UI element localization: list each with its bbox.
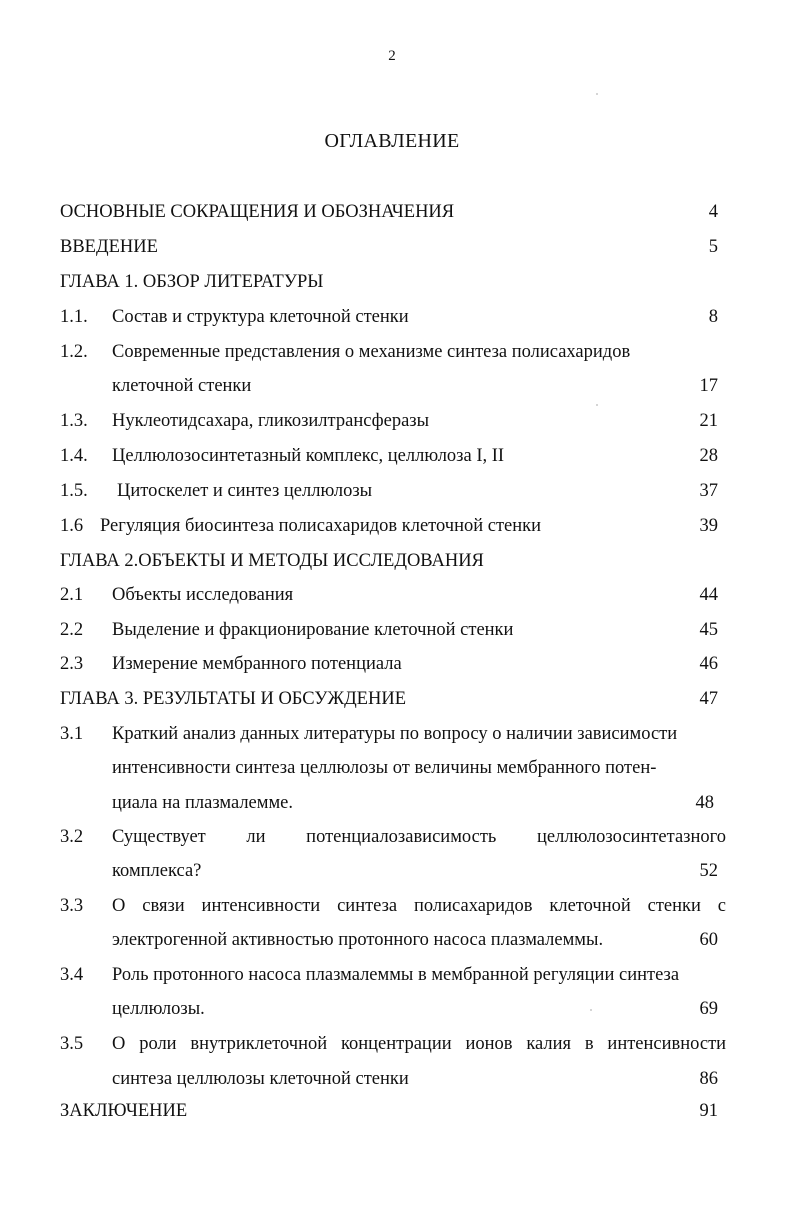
toc-word: в (584, 1034, 594, 1054)
toc-word: роли (139, 1034, 177, 1054)
toc-entry-text: Целлюлозосинтетазный комплекс, целлюлоза I, II (112, 446, 505, 466)
toc-entry-page: 45 (699, 620, 718, 640)
toc-entry-page: 37 (699, 481, 718, 501)
toc-entry-text: ОСНОВНЫЕ СОКРАЩЕНИЯ И ОБОЗНАЧЕНИЯ (60, 202, 455, 222)
toc-entry-text: ГЛАВА 3. РЕЗУЛЬТАТЫ И ОБСУЖДЕНИЕ (60, 689, 407, 709)
toc-word: с (717, 896, 727, 916)
toc-entry-chapter-2 (60, 546, 726, 576)
toc-entry-text: комплекса? (112, 861, 202, 881)
toc-entry-section-3-5-cont (60, 1064, 726, 1094)
toc-entry-number: 2.1 (60, 585, 84, 605)
toc-word: калия (526, 1034, 572, 1054)
toc-entry-text (112, 1029, 726, 1059)
toc-entry-text: циала на плазмалемме. (112, 793, 294, 813)
toc-word: внутриклеточной (190, 1034, 328, 1054)
toc-entry-text (112, 891, 726, 921)
toc-entry-page: 8 (708, 307, 718, 327)
toc-entry-page: 52 (699, 861, 718, 881)
toc-entry-text: Роль протонного насоса плазмалеммы в мембранной регуляции синтеза (112, 965, 680, 985)
toc-entry-number: 1.5. (60, 481, 88, 501)
toc-entry-page: 17 (699, 376, 718, 396)
toc-entry-section-3-3-cont (60, 925, 726, 955)
toc-entry-text: Выделение и фракционирование клеточной стенки (112, 620, 514, 640)
toc-entry-text: Краткий анализ данных литературы по вопросу о наличии зависимости (112, 724, 678, 744)
toc-entry-text: Нуклеотидсахара, гликозилтрансферазы (112, 411, 430, 431)
toc-entry-text: электрогенной активностью протонного насоса плазмалеммы. (112, 930, 604, 950)
toc-entry-section-3-1 (60, 719, 726, 749)
toc-entry-page: 4 (708, 202, 718, 222)
toc-entry-section-1-2-cont (60, 371, 726, 401)
toc-entry-number: 1.2. (60, 342, 88, 362)
toc-entry-section-3-1-cont (60, 788, 726, 818)
toc-entry-text: Регуляция биосинтеза полисахаридов клеточной стенки (100, 516, 542, 536)
toc-entry-page: 48 (695, 793, 714, 813)
scan-speck (596, 404, 598, 406)
toc-entry-section-2-3 (60, 649, 726, 679)
toc-entry-page: 86 (699, 1069, 718, 1089)
toc-word: Существует (112, 827, 206, 847)
toc-word: синтеза (337, 896, 398, 916)
toc-entry-page: 47 (699, 689, 718, 709)
toc-entry-section-1-3 (60, 406, 726, 436)
toc-entry-text: Современные представления о механизме синтеза полисахаридов (112, 342, 631, 362)
scan-speck (596, 93, 598, 95)
toc-entry-chapter-1 (60, 267, 726, 297)
toc-entry-section-3-2-cont (60, 856, 726, 886)
toc-entry-section-3-2 (60, 822, 726, 852)
toc-entry-number: 3.2 (60, 827, 84, 847)
toc-entry-introduction (60, 232, 726, 262)
toc-entry-abbreviations (60, 197, 726, 227)
toc-entry-text: интенсивности синтеза целлюлозы от величины мембранного потен- (112, 758, 657, 778)
toc-entry-text: Объекты исследования (112, 585, 294, 605)
toc-entry-section-1-1 (60, 302, 726, 332)
page-title: ОГЛАВЛЕНИЕ (324, 130, 460, 152)
toc-entry-chapter-3 (60, 684, 726, 714)
toc-word: О (112, 1034, 126, 1054)
toc-entry-number: 3.1 (60, 724, 84, 744)
toc-entry-number: 1.3. (60, 411, 88, 431)
toc-entry-page: 28 (699, 446, 718, 466)
toc-entry-page: 44 (699, 585, 718, 605)
toc-entry-page: 91 (699, 1101, 718, 1121)
toc-entry-section-1-4 (60, 441, 726, 471)
toc-entry-text: Состав и структура клеточной стенки (112, 307, 409, 327)
toc-entry-page: 69 (699, 999, 718, 1019)
toc-word: концентрации (340, 1034, 452, 1054)
toc-word: интенсивности (607, 1034, 727, 1054)
toc-entry-number: 2.2 (60, 620, 84, 640)
toc-entry-page: 5 (708, 237, 718, 257)
toc-word: целлюлозосинтетазного (537, 827, 726, 847)
toc-entry-section-1-6 (60, 511, 726, 541)
toc-entry-section-2-2 (60, 615, 726, 645)
toc-entry-section-3-1-cont (60, 753, 726, 783)
toc-entry-text: Измерение мембранного потенциала (112, 654, 402, 674)
toc-entry-text: синтеза целлюлозы клеточной стенки (112, 1069, 409, 1089)
toc-entry-text: клеточной стенки (112, 376, 252, 396)
toc-entry-section-3-4 (60, 960, 726, 990)
toc-word: полисахаридов (414, 896, 533, 916)
toc-entry-number: 3.3 (60, 896, 84, 916)
toc-entry-number: 3.4 (60, 965, 84, 985)
toc-word: стенки (647, 896, 701, 916)
toc-word: клеточной (549, 896, 631, 916)
toc-entry-text: ГЛАВА 1. ОБЗОР ЛИТЕРАТУРЫ (60, 272, 324, 292)
toc-entry-page: 46 (699, 654, 718, 674)
toc-entry-text: целлюлозы. (112, 999, 205, 1019)
toc-entry-page: 39 (699, 516, 718, 536)
toc-word: ли (246, 827, 266, 847)
toc-entry-number: 1.4. (60, 446, 88, 466)
toc-entry-number: 1.6 (60, 516, 84, 536)
toc-entry-page: 21 (699, 411, 718, 431)
toc-entry-section-3-4-cont (60, 994, 726, 1024)
toc-word: связи (142, 896, 185, 916)
toc-entry-section-3-3 (60, 891, 726, 921)
toc-entry-section-1-2 (60, 337, 726, 367)
toc-word: О (112, 896, 126, 916)
toc-entry-text: ГЛАВА 2.ОБЪЕКТЫ И МЕТОДЫ ИССЛЕДОВАНИЯ (60, 551, 484, 571)
toc-entry-page: 60 (699, 930, 718, 950)
toc-entry-number: 2.3 (60, 654, 84, 674)
toc-word: ионов (465, 1034, 513, 1054)
toc-entry-number: 3.5 (60, 1034, 84, 1054)
page-number: 2 (388, 48, 396, 64)
toc-entry-number: 1.1. (60, 307, 88, 327)
toc-word: интенсивности (201, 896, 321, 916)
toc-entry-section-3-5 (60, 1029, 726, 1059)
toc-entry-section-1-5 (60, 476, 726, 506)
toc-entry-text: ВВЕДЕНИЕ (60, 237, 158, 257)
scan-speck (590, 1009, 592, 1011)
toc-entry-section-2-1 (60, 580, 726, 610)
toc-entry-conclusion (60, 1096, 726, 1126)
toc-entry-text: ЗАКЛЮЧЕНИЕ (60, 1101, 188, 1121)
toc-entry-text (112, 822, 726, 852)
toc-word: потенциалозависимость (306, 827, 497, 847)
toc-entry-text: Цитоскелет и синтез целлюлозы (117, 481, 373, 501)
